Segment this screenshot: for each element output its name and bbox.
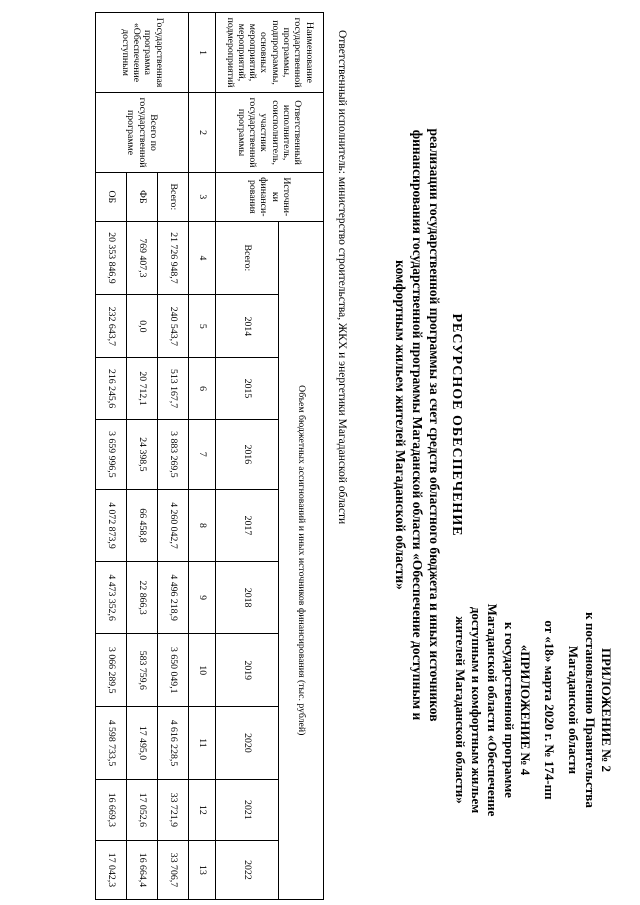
appendix-title: ПРИЛОЖЕНИЕ № 2 — [599, 647, 614, 773]
title-line-2: финансирования государственной программы Магаданской области «Обеспечение доступным и — [410, 129, 426, 721]
program-line-1: Магаданской области «Обеспечение — [485, 603, 501, 817]
column-number: 12 — [189, 779, 216, 840]
to-program-text: к государственной программе — [501, 622, 517, 798]
value-cell: 17 495,0 — [127, 707, 158, 780]
source-cell: Всего: — [158, 173, 189, 221]
value-cell: 4 473 352,6 — [96, 561, 127, 634]
value-cell: 513 167,7 — [158, 358, 189, 419]
value-cell: 3 883 269,5 — [158, 419, 189, 490]
responsible-cell: Всего по государственной программе — [96, 93, 189, 173]
column-number: 13 — [189, 840, 216, 899]
value-cell: 22 866,3 — [127, 561, 158, 634]
resource-table — [95, 12, 324, 900]
program-line-2: доступным и комфортным жильем — [469, 606, 485, 814]
date-line: от «18» марта 2020 г. № 174-пп — [542, 620, 558, 800]
document-title-block — [391, 10, 464, 840]
responsible-executor-line: Ответственный исполнитель: министерство строительства, ЖКХ и энергетики Магаданской области — [336, 30, 348, 525]
value-cell: 20 353 846,9 — [96, 221, 127, 295]
column-number: 8 — [189, 490, 216, 562]
value-cell: 21 726 948,7 — [158, 221, 189, 295]
inner-appendix-title: «ПРИЛОЖЕНИЕ № 4 — [518, 644, 533, 776]
year-header: 2022 — [216, 840, 279, 899]
column-number: 6 — [189, 358, 216, 419]
total-header: Всего: — [216, 221, 279, 295]
value-cell: 66 458,8 — [127, 490, 158, 562]
year-header: 2014 — [216, 295, 279, 358]
value-cell: 16 669,3 — [96, 779, 127, 840]
column-number: 2 — [189, 93, 216, 173]
column-number: 4 — [189, 221, 216, 295]
program-name-cell: Государственная программа «Обеспечение доступным — [96, 13, 189, 93]
year-header: 2017 — [216, 490, 279, 562]
value-cell: 4 072 873,9 — [96, 490, 127, 562]
col-source-header: Источни-ки финанси-рования — [216, 173, 324, 221]
region-text: Магаданской области — [566, 645, 582, 775]
title-line-1: реализации государственной программы за счет средств областного бюджета и иных источников — [427, 128, 442, 722]
column-number: 1 — [189, 13, 216, 93]
col-name-header: Наименование государственной программы, подпрограммы, основных мероприятий, мероприятий, подмероприятий — [216, 13, 324, 93]
source-cell: ФБ — [127, 173, 158, 221]
to-resolution-text: к постановлению Правительства — [582, 612, 598, 808]
value-cell: 33 706,7 — [158, 840, 189, 899]
source-cell: ОБ — [96, 173, 127, 221]
column-number: 7 — [189, 419, 216, 490]
value-cell: 20 712,1 — [127, 358, 158, 419]
value-cell: 3 066 289,5 — [96, 634, 127, 707]
value-cell: 216 245,6 — [96, 358, 127, 419]
title-line-3: комфортным жильем жителей Магаданской области» — [393, 260, 409, 590]
column-number: 10 — [189, 634, 216, 707]
value-cell: 240 543,7 — [158, 295, 189, 358]
value-cell: 17 052,6 — [127, 779, 158, 840]
col-responsible-header: Ответственный исполнитель, соисполнитель, участник государственной программы — [216, 93, 324, 173]
program-line-3: жителей Магаданской области» — [453, 616, 468, 804]
year-header: 2020 — [216, 707, 279, 780]
value-cell: 3 659 996,5 — [96, 419, 127, 490]
document-title: РЕСУРСНОЕ ОБЕСПЕЧЕНИЕ — [449, 313, 464, 537]
value-cell: 3 650 049,1 — [158, 634, 189, 707]
value-cell: 16 664,4 — [127, 840, 158, 899]
value-cell: 583 759,6 — [127, 634, 158, 707]
column-number: 5 — [189, 295, 216, 358]
value-cell: 232 643,7 — [96, 295, 127, 358]
column-number: 3 — [189, 173, 216, 221]
value-cell: 17 042,3 — [96, 840, 127, 899]
funding-group-header: Объем бюджетных ассигнований и иных источников финансирования (тыс. рублей) — [279, 221, 324, 899]
value-cell: 4 616 228,5 — [158, 707, 189, 780]
year-header: 2021 — [216, 779, 279, 840]
year-header: 2018 — [216, 561, 279, 634]
value-cell: 24 398,5 — [127, 419, 158, 490]
document-header — [452, 560, 614, 860]
value-cell: 4 260 042,7 — [158, 490, 189, 562]
year-header: 2016 — [216, 419, 279, 490]
value-cell: 769 407,3 — [127, 221, 158, 295]
value-cell: 4 496 218,9 — [158, 561, 189, 634]
table-row — [158, 13, 189, 900]
value-cell: 0,0 — [127, 295, 158, 358]
column-number: 11 — [189, 707, 216, 780]
value-cell: 4 598 733,5 — [96, 707, 127, 780]
year-header: 2015 — [216, 358, 279, 419]
year-header: 2019 — [216, 634, 279, 707]
value-cell: 33 721,9 — [158, 779, 189, 840]
column-number: 9 — [189, 561, 216, 634]
